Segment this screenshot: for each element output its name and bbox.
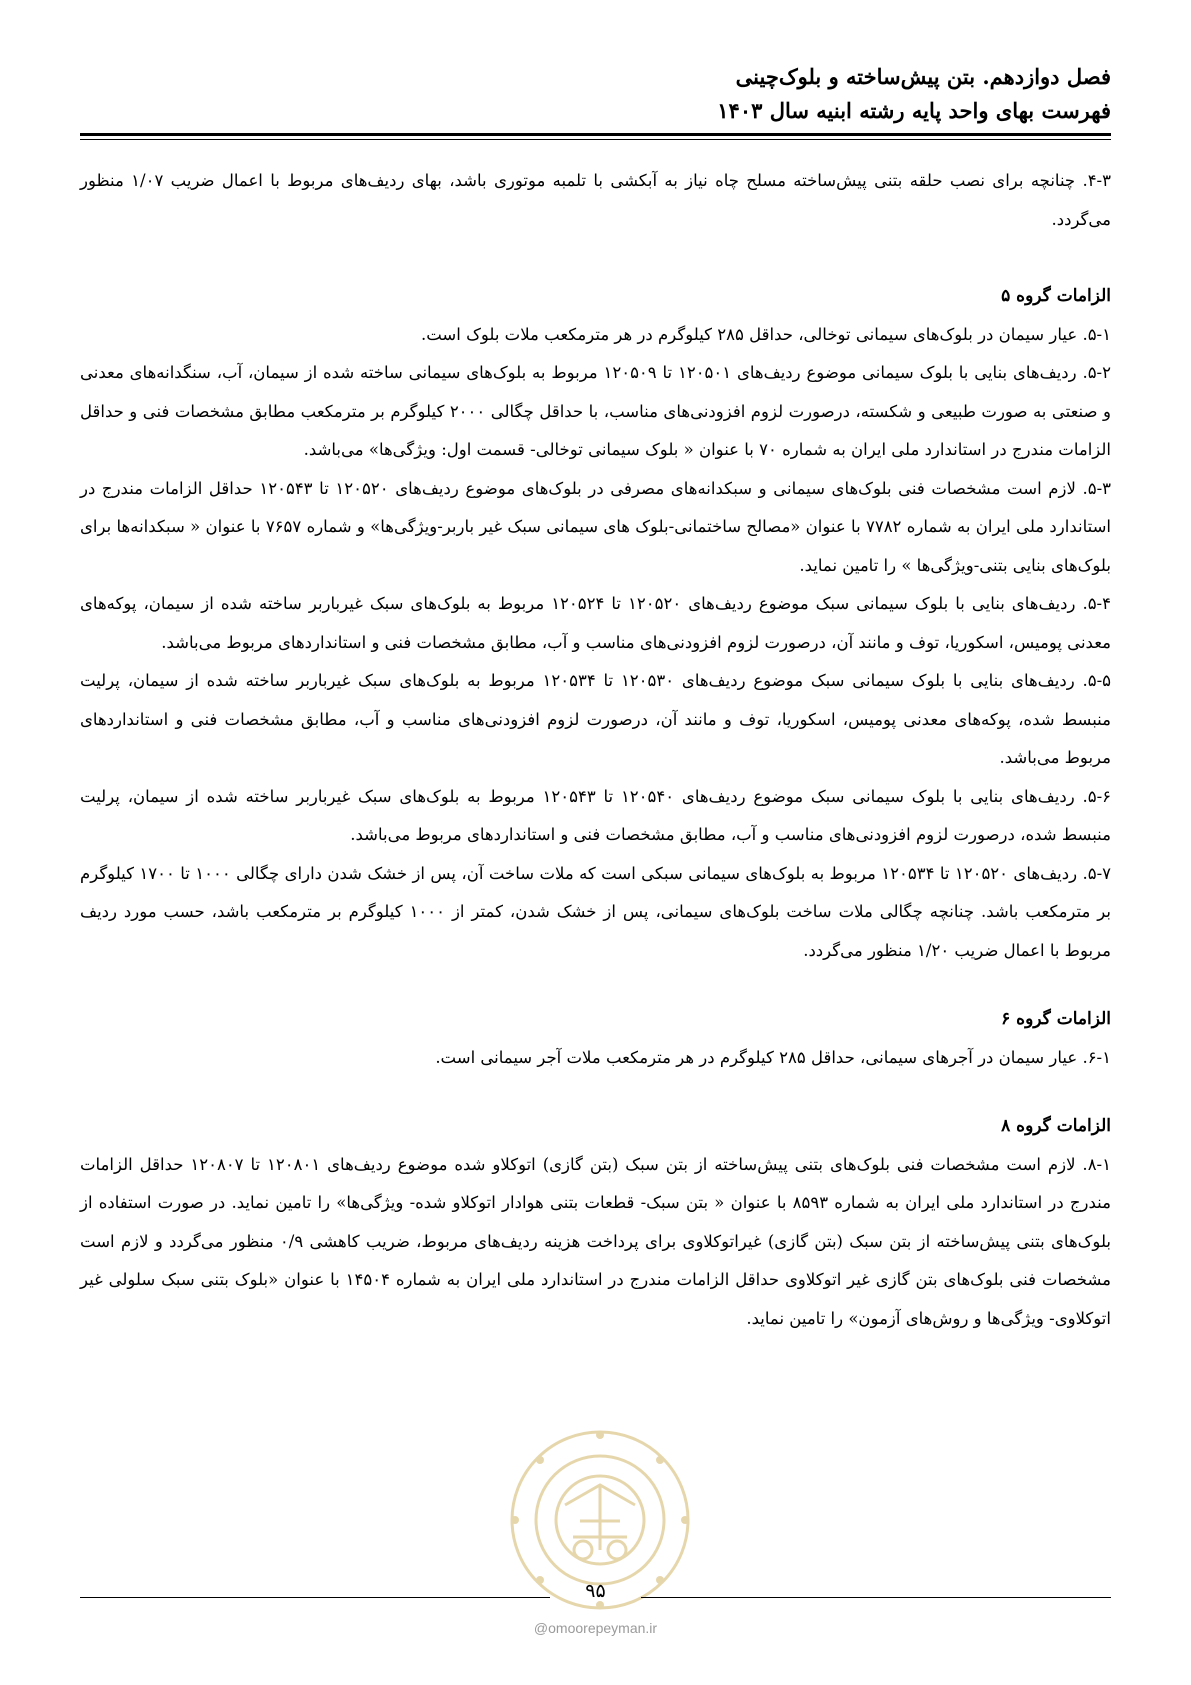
- footer-website: @omoorepeyman.ir: [533, 1620, 658, 1636]
- group-8-heading: الزامات گروه ۸: [1001, 1116, 1111, 1136]
- section-spacer: [80, 970, 1111, 1000]
- clause-4-3: ۴-۳. چنانچه برای نصب حلقه بتنی پیش‌ساخته مسلح چاه نیاز به آبکشی با تلمبه موتوری باشد، بهای ردیف‌های مربوط با اعمال ضریب ۱/۰۷ منظور می‌گردد.: [80, 171, 1111, 229]
- clause-5-2: ۵-۲. ردیف‌های بنایی با بلوک سیمانی موضوع ردیف‌های ۱۲۰۵۰۱ تا ۱۲۰۵۰۹ مربوط به بلوک‌های سیمانی ساخته شده از سیمان، آب، سنگدانه‌های معدنی و صنعتی به صورت طبیعی و شکسته، درصورت لزوم افزودنی‌های مناسب، با حداقل چگالی ۲۰۰۰ کیلوگرم بر مترمکعب مطابق مشخصات فنی و حداقل الزامات مندرج در استاندارد ملی ایران به شماره ۷۰ با عنوان « بلوک سیمانی توخالی- قسمت اول: ویژگی‌ها» می‌باشد.: [80, 363, 1111, 459]
- clause-8-1: ۸-۱. لازم است مشخصات فنی بلوک‌های بتنی پیش‌ساخته از بتن سبک (بتن گازی) اتوکلاو شده موضوع ردیف‌های ۱۲۰۸۰۱ تا ۱۲۰۸۰۷ حداقل الزامات مندرج در استاندارد ملی ایران به شماره ۸۵۹۳ با عنوان « بتن سبک- قطعات بتنی هوادار اتوکلاو شده- ویژگی‌ها» را تامین نماید. در صورت استفاده از بلوک‌های بتنی پیش‌ساخته از بتن سبک (بتن گازی) غیراتوکلاوی برای پرداخت هزینه ردیف‌های مربوط، ضریب کاهشی ۰/۹ منظور می‌گردد و لازم است مشخصات فنی بلوک‌های بتن گازی غیر اتوکلاوی حداقل الزامات مندرج در استاندارد ملی ایران به شماره ۱۴۵۰۴ با عنوان «بلوک بتنی سبک سلولی غیر اتوکلاوی- ویژگی‌ها و روش‌های آزمون» را تامین نماید.: [80, 1154, 1112, 1328]
- clause-5-1: ۵-۱. عیار سیمان در بلوک‌های سیمانی توخالی، حداقل ۲۸۵ کیلوگرم در هر مترمکعب ملات بلوک است.: [420, 324, 1111, 344]
- document-body: [80, 162, 1111, 1338]
- page-header: [81, 60, 1111, 128]
- chapter-title: فصل دوازدهم. بتن پیش‌ساخته و بلوک‌چینی: [735, 64, 1111, 89]
- section-spacer: [80, 239, 1111, 277]
- clause-5-4: ۵-۴. ردیف‌های بنایی با بلوک سیمانی سبک موضوع ردیف‌های ۱۲۰۵۲۰ تا ۱۲۰۵۲۴ مربوط به بلوک‌های سبک غیرباربر ساخته شده از سیمان، پوکه‌های معدنی پومیس، اسکوریا، توف و مانند آن، درصورت لزوم افزودنی‌های مناسب و آب، مطابق مشخصات فنی و استانداردهای مربوط می‌باشد.: [80, 594, 1111, 652]
- group-5-heading: الزامات گروه ۵: [1001, 286, 1111, 306]
- clause-6-1: ۶-۱. عیار سیمان در آجرهای سیمانی، حداقل ۲۸۵ کیلوگرم در هر مترمکعب ملات آجر سیمانی است.: [435, 1047, 1111, 1067]
- page-number: ۹۵: [585, 1580, 606, 1602]
- clause-5-7: ۵-۷. ردیف‌های ۱۲۰۵۲۰ تا ۱۲۰۵۳۴ مربوط به بلوک‌های سیمانی سبکی است که ملات ساخت آن، پس از خشک شدن دارای چگالی ۱۰۰۰ تا ۱۷۰۰ کیلوگرم بر مترمکعب باشد. چنانچه چگالی ملات ساخت بلوک‌های سیمانی، پس از خشک شدن، کمتر از ۱۰۰۰ کیلوگرم بر مترمکعب باشد، حسب مورد ردیف مربوط با اعمال ضریب ۱/۲۰ منظور می‌گردد.: [80, 863, 1112, 960]
- price-list-title: فهرست بهای واحد پایه رشته ابنیه سال ۱۴۰۳: [717, 98, 1111, 123]
- clause-5-3: ۵-۳. لازم است مشخصات فنی بلوک‌های سیمانی و سبکدانه‌های مصرفی در بلوک‌های موضوع ردیف‌های ۱۲۰۵۲۰ تا ۱۲۰۵۴۳ حداقل الزامات مندرج در استاندارد ملی ایران به شماره ۷۷۸۲ با عنوان «مصالح ساختمانی-بلوک های سیمانی سبک غیر باربر-ویژگی‌ها» و شماره ۷۶۵۷ با عنوان « سبکدانه‌ها برای بلوک‌های بنایی بتنی-ویژگی‌ها » را تامین نماید.: [80, 478, 1112, 575]
- header-divider-thick: [80, 133, 1111, 136]
- group-6-heading: الزامات گروه ۶: [1001, 1009, 1111, 1029]
- header-divider-thin: [80, 139, 1111, 140]
- section-spacer: [80, 1077, 1111, 1107]
- clause-5-5: ۵-۵. ردیف‌های بنایی با بلوک سیمانی سبک موضوع ردیف‌های ۱۲۰۵۳۰ تا ۱۲۰۵۳۴ مربوط به بلوک‌های سبک غیرباربر ساخته شده از سیمان، پرلیت منبسط شده، پوکه‌های معدنی پومیس، اسکوریا، توف و مانند آن، درصورت لزوم افزودنی‌های مناسب و آب، مطابق مشخصات فنی و استانداردهای مربوط می‌باشد.: [80, 671, 1112, 767]
- clause-5-6: ۵-۶. ردیف‌های بنایی با بلوک سیمانی سبک موضوع ردیف‌های ۱۲۰۵۴۰ تا ۱۲۰۵۴۳ مربوط به بلوک‌های سبک غیرباربر ساخته شده از سیمان، پرلیت منبسط شده، درصورت لزوم افزودنی‌های مناسب و آب، مطابق مشخصات فنی و استانداردهای مربوط می‌باشد.: [80, 786, 1112, 844]
